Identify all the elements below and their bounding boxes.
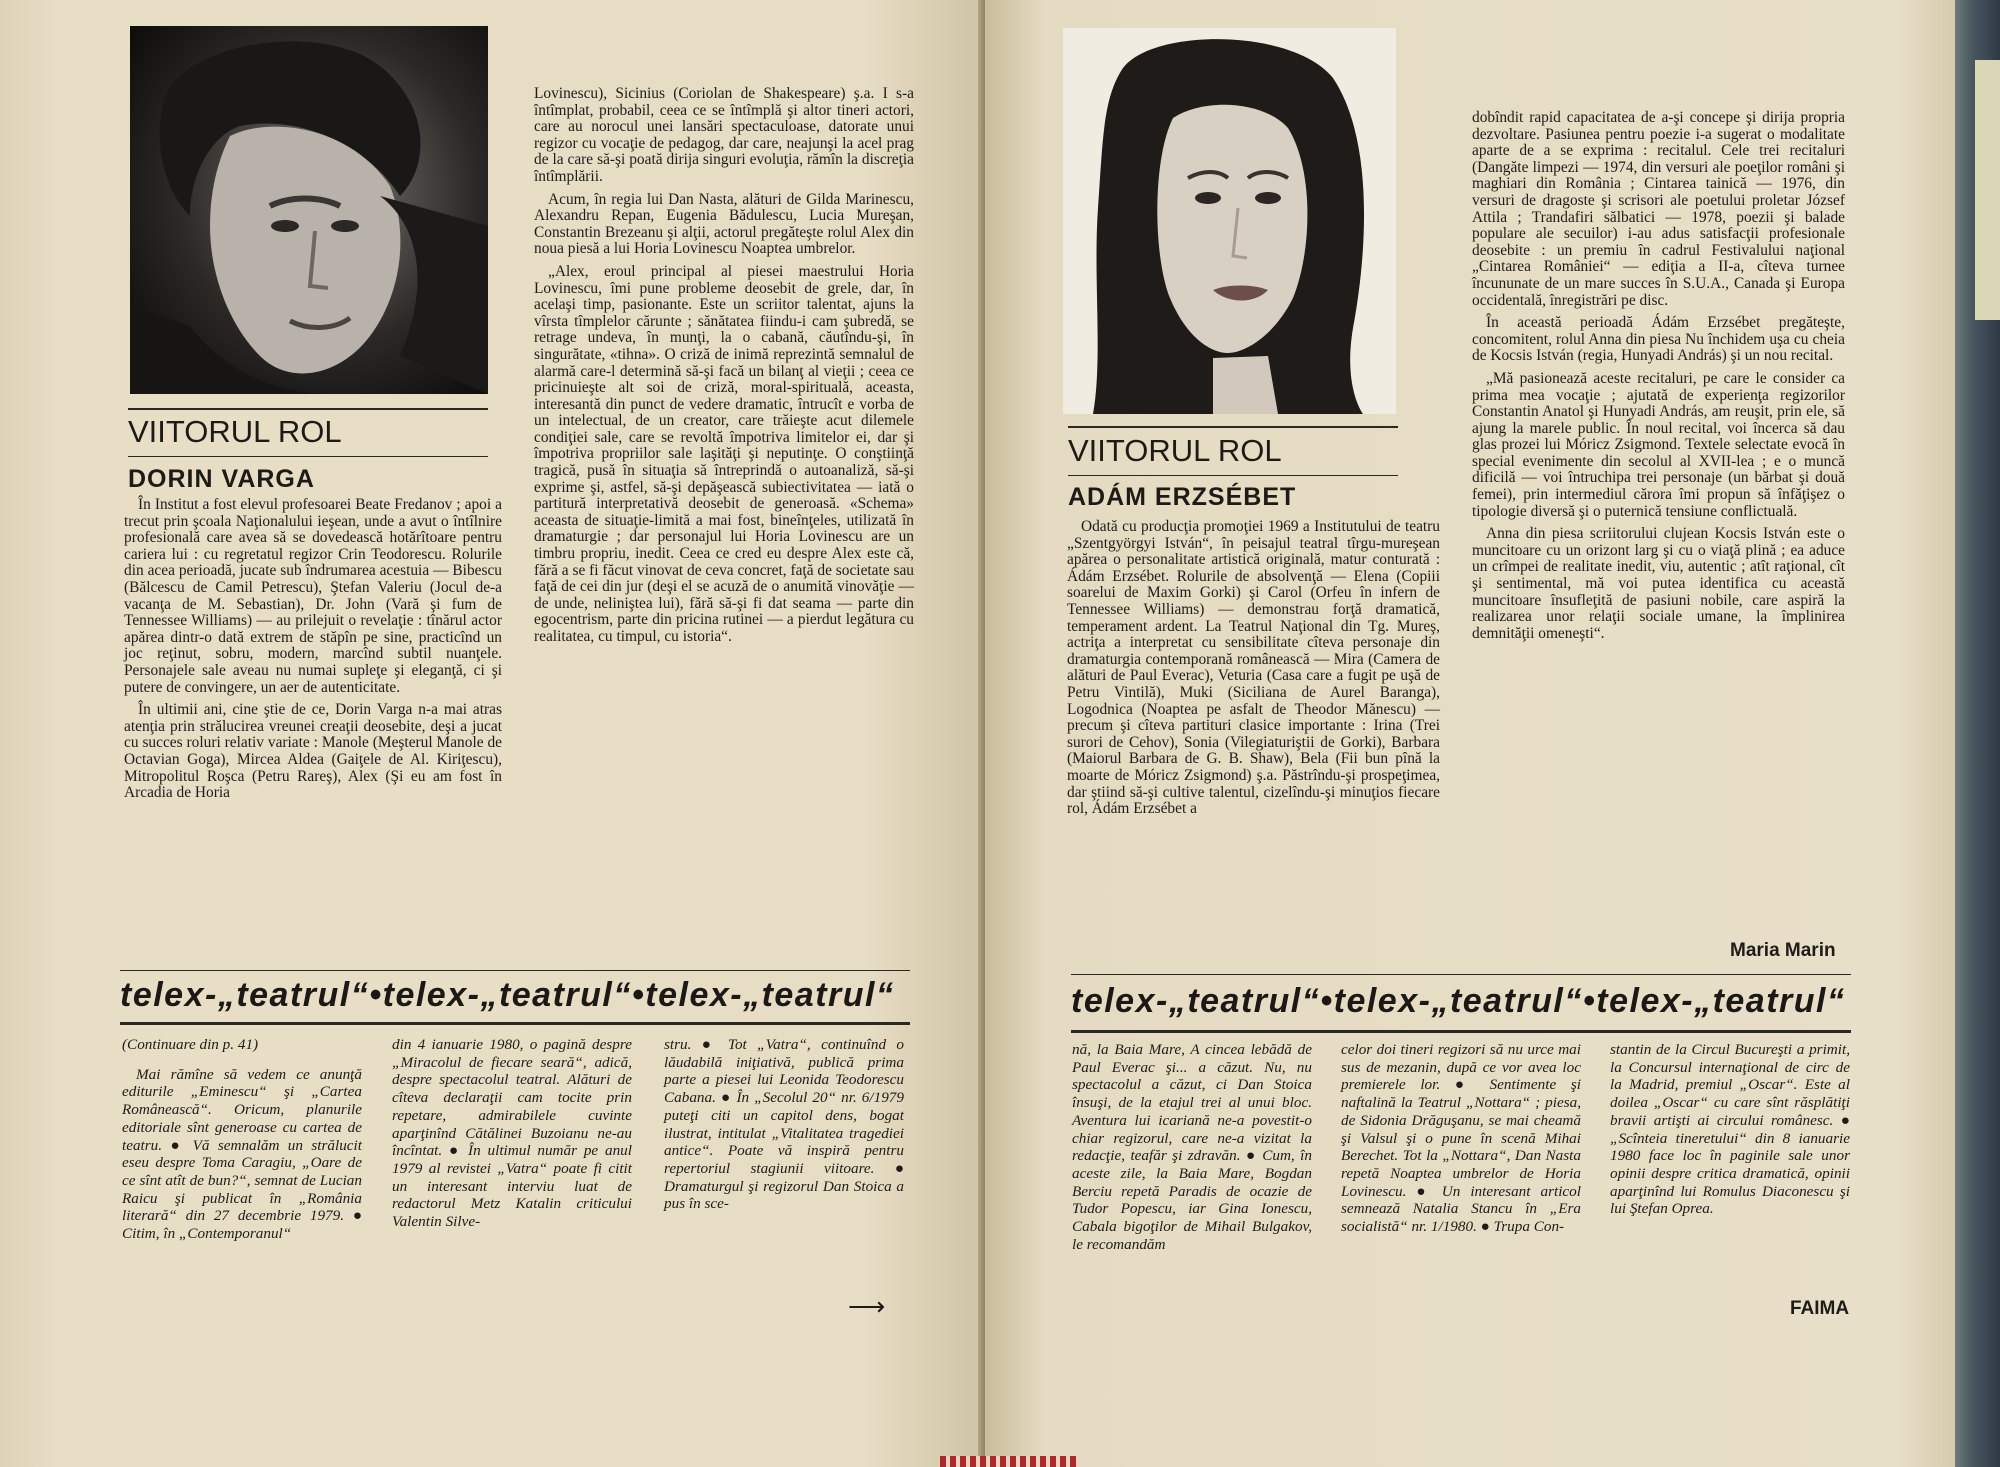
article-column-1: [1067, 519, 1440, 824]
paragraph: Acum, în regia lui Dan Nasta, alături de Gilda Marinescu, Alexandru Repan, Eugenia Bădulescu, Lucia Mureşan, Constantin Brezeanu şi alţii, actorul pregăteşte rolul Alex din noua piesă a lui Horia Lovinescu Noaptea umbrelor.: [534, 190, 914, 258]
actress-name: ADÁM ERZSÉBET: [1068, 483, 1297, 511]
paragraph: Lovinescu), Sicinius (Coriolan de Shakespeare) ş.a. I s-a întîmplat, probabil, ceea ce se întîmplă şi altor tineri actori, care au norocul unei lansări spectaculoase, datorate unui regizor cu vocaţie de pedagog, dar care, neajunşi la acel prag de la care să-şi poată dirija singuri evoluţia, rămîn la discreţia întîmplării.: [534, 85, 914, 185]
telex-column-3: [1610, 1041, 1850, 1224]
page-edge-tab: [1975, 60, 2000, 320]
telex-paragraph: nă, la Baia Mare, A cincea lebădă de Paul Everac şi... a căzut. Nu, nu spectacolul a căzut, ci Dan Stoica însuşi, de la etajul trei al unui bloc. Aventura lui icariană ne-a povestit-o chiar regizorul, care ne-a vizitat la redacţie, teafăr şi zdravăn. ● Cum, în aceste zile, la Baia Mare, Bogdan Berciu repetă Paradis de ocazie de Tudor Popescu, iar Gina Ionescu, Cabala bigoţilor de Mihail Bulgakov, le recomandăm: [1072, 1041, 1312, 1253]
portrait-illustration-man: [130, 26, 488, 394]
binding-thread: [940, 1456, 1080, 1467]
article-column-2: [534, 86, 914, 652]
telex-column-2: [392, 1036, 632, 1237]
paragraph: dobîndit rapid capacitatea de a-şi concepe şi dirija propria dezvoltare. Pasiunea pentru poezie i-a sugerat o modalitate aparte de a se exprima : recitalul. Cele trei recitaluri (Dangăte limpezi — 1974, din versuri ale poeţilor români şi maghiari din România ; Cintarea tainică — 1976, din versuri de dragoste şi scrisori ale poetului proletar József Attila ; Trandafiri sălbatici — 1978, poezii şi balade populare ale secuilor) i-au adus satisfacţii profesionale deosebite : un premiu în cadrul Festivalului naţional „Cintarea României“ — ediţia a II-a, cîteva turnee încununate de un mare succes în S.U.A., Canada şi Europa occidentală, înregistrări pe disc.: [1472, 109, 1845, 309]
banner-top-rule: [1071, 974, 1851, 975]
telex-column-1: [1072, 1041, 1312, 1259]
banner-top-rule: [120, 970, 910, 971]
portrait-photo-adam-erzsebet: [1063, 28, 1396, 414]
paragraph: „Mă pasionează aceste recitaluri, pe care le consider ca prima mea vocaţie ; ajutată de experienţa regizorilor Constantin Anatol şi Hunyadi András, am reuşit, prin ele, să ajung la marele public. În noul recital, voi încerca să dau glas prozei lui Móricz Zsigmond. Textele selectate evocă în special evenimente din secolul al XVII-lea ; e o muncă dificilă — voi întruchipa trei personaje (un bărbat şi două femei), prin intermediul cărora îmi propun să înfăţişez o tipologie diversă şi o puternică tensiune conflictuală.: [1472, 369, 1845, 520]
paragraph: „Alex, eroul principal al piesei maestrului Horia Lovinescu, îmi pune probleme deosebit de grele, dar, în acelaşi timp, pasionante. Este un scriitor talentat, ajuns la vîrsta tîmplelor cărunte ; sănătatea fiindu-i cam şubredă, se retrage undeva, în munţi, la o cabană, căutîndu-şi, în singurătate, «tihna». O criză de inimă reprezintă semnalul de alarmă care-l determină să-şi facă un bilanţ al vieţii ; ceea ce pricinuieşte alt soi de criză, moral-spirituală, aceasta, interesantă din punct de vedere dramatic, întrucît e vorba de un intelectual, de un creator, care trăieşte acut dilemele condiţiei sale, care se revoltă împotriva limitelor ei, dar şi împotriva propriilor sale laşităţi şi neputinţe. O conştiinţă tragică, pusă în situaţia să întreprindă o autoanaliză, să-şi exprime şi, astfel, să-şi depăşească subiectivitatea — iată o partitură interpretativă deosebit de generoasă. «Schema» aceasta de situaţie-limită a mai fost, bineînţeles, utilizată în dramaturgie ; dar personajul lui Horia Lovinescu are un timbru propriu, inedit. Ceea ce cred eu despre Alex este că, fără a se fi făcut vinovat de ceva concret, faţă de societate sau faţă de cei din jur (deşi el se acuză de o anumită vinovăţie — de unde, neliniştea lui), fără să-şi fi dat seama — parte din egocentrism, parte din pricina rutinei — a pierdut legătura cu realitatea, cu timpul, cu istoria“.: [534, 262, 914, 645]
paragraph: În ultimii ani, cine ştie de ce, Dorin Varga n-a mai atras atenţia prin strălucirea vreunei creaţii deosebite, deşi a jucat cu succes roluri relativ variate : Manole (Meşterul Manole de Octavian Goga), Mircea Aldea (Gaiţele de Al. Kiriţescu), Mitropolitul Roşca (Petru Rareş), Alex (Şi eu am fost în Arcadia de Horia: [124, 701, 502, 802]
left-page: [0, 0, 985, 1467]
right-page: [985, 0, 1955, 1467]
banner-bottom-rule: [1071, 1030, 1851, 1033]
telex-intro: (Continuare din p. 41): [122, 1036, 259, 1053]
telex-banner: telex-„teatrul“•telex-„teatrul“•telex-„teatrul“: [120, 976, 895, 1014]
author-signature: Maria Marin: [1730, 940, 1836, 961]
kicker-title: VIITORUL ROL: [1068, 433, 1282, 468]
paragraph: În această perioadă Ádám Erzsébet pregăteşte, concomitent, rolul Anna din piesa Nu închidem uşa cu cheia de Kocsis István (regia, Hunyadi András) şi un nou recital.: [1472, 314, 1845, 365]
kicker-rule: [128, 408, 488, 410]
telex-paragraph: celor doi tineri regizori să nu urce mai sus de mezanin, după ce vor avea loc premierele lor. ● Sentimente şi naftalină la Teatrul „Nottara“ ; piesa, de Sidonia Drăguşanu, se mai cheamă şi Valsul şi o pune în scenă Mihai Berechet. Tot la „Nottara“, Dan Nasta repetă Noaptea umbrelor de Horia Lovinescu. ● Un interesant articol semnează Natalia Stancu în „Era socialistă“ nr. 1/1980. ● Trupa Con-: [1341, 1041, 1581, 1236]
article-column-2: [1472, 110, 1845, 648]
paragraph: Anna din piesa scriitorului clujean Kocsis István este o muncitoare cu un orizont larg şi cu o viaţă plină ; ea aduce un crîmpei de realitate inedit, viu, autentic ; atît raţional, cît şi sentimental, mă voi putea identifica cu această muncitoare însufleţită de pasiuni nobile, care aspiră la realizarea unor relaţii sociale umane, la împlinirea demnităţii omeneşti“.: [1472, 525, 1845, 642]
portrait-illustration-woman: [1063, 28, 1396, 414]
kicker-title: VIITORUL ROL: [128, 414, 342, 449]
kicker-rule: [1068, 426, 1398, 428]
telex-signature: FAIMA: [1790, 1298, 1850, 1319]
article-column-1: [124, 497, 502, 808]
telex-paragraph: Mai rămîne să vedem ce anunţă editurile „Eminescu“ şi „Cartea Românească“. Oricum, planurile editoriale sînt generoase cu cartea de teatru. ● Vă semnalăm un strălucit eseu despre Toma Caragiu, „Oare de ce sînt atît de bun?“, semnat de Lucian Raicu şi publicat în „România literară“ din 27 decembrie 1979. ● Citim, în „Contemporanul“: [122, 1065, 362, 1243]
kicker-underline: [128, 456, 488, 457]
telex-paragraph: din 4 ianuarie 1980, o pagină despre „Miracolul de fiecare seară“, adică, despre spectacolul teatral. Alături de cîteva declaraţii cam tocite prin repetare, admirabilele cuvinte aparţinînd Cătălinei Buzoianu ne-au încîntat. ● În ultimul număr pe anul 1979 al revistei „Vatra“ poate fi citit un interesant interviu luat de redactorul Metz Katalin criticului Valentin Silve-: [392, 1036, 632, 1231]
telex-paragraph: stantin de la Circul Bucureşti a primit, la Concursul internaţional de circ de la Madrid, premiul „Oscar“. Este al doilea „Oscar“ cu care sînt răsplătiţi bravii artişti ai circului românesc. ● „Scînteia tineretului“ din 8 ianuarie 1980 face loc în paginile sale unor opinii despre critica dramatică, opinii aparţinînd lui Romulus Diaconescu şi lui Ştefan Oprea.: [1610, 1041, 1850, 1218]
paragraph: În Institut a fost elevul profesoarei Beate Fredanov ; apoi a trecut prin şcoala Naţionalului ieşean, unde a avut o întîlnire profesională care avea să se dovedească hotărîtoare pentru cariera lui : cu regretatul regizor Crin Teodorescu. Rolurile din acea perioadă, jucate sub îndrumarea acestuia — Bibescu (Bălcescu de Camil Petrescu), Ştefan Valeriu (Jocul de-a vacanţa de M. Sebastian), Dr. John (Vară şi fum de Tennessee Williams) — au prilejuit o revelaţie : tînărul actor apărea dintr-o dată extrem de stăpîn pe sine, practicînd un joc reţinut, sobru, modern, marcînd subtil nuanţele. Personajele sale aveau nu numai supleţe şi eleganţă, ci şi putere de convingere, un aer de autenticitate.: [124, 496, 502, 696]
paragraph: Odată cu producţia promoţiei 1969 a Institutului de teatru „Szentgyörgyi István“, în peisajul teatral tîrgu-mureşean apărea o personalitate artistică originală, matur conturată : Ádám Erzsébet. Rolurile de absolvenţă — Elena (Copiii soarelui de Maxim Gorki) şi Carol (Orfeu în infern de Tennessee Williams) — demonstrau forţă dramatică, temperament ardent. La Teatrul Naţional din Tg. Mureş, actriţa a interpretat cu sensibilitate cîteva personaje din dramaturgia contemporană românească — Mira (Camera de alături de Paul Everac), Veturia (Casa care a fugit pe uşă de Petru Vintilă), Muki (Siciliana de Aurel Baranga), Logodnica (Noaptea pe asfalt de Theodor Mănescu) — precum şi cîteva partituri clasice importante : Irina (Trei surori de Cehov), Sonia (Vilegiaturiştii de Gorki), Barbara (Maiorul Barbara de G. B. Shaw), Bela (Fii bun pînă la moarte de Móricz Zsigmond) ş.a. Păstrîndu-şi prospeţimea, dar ştiind să-şi cultive talentul, cizelîndu-şi minuţios fiecare rol, Ádám Erzsébet a: [1067, 518, 1440, 818]
kicker-underline: [1068, 475, 1398, 476]
telex-column-2: [1341, 1041, 1581, 1242]
banner-bottom-rule: [120, 1022, 910, 1025]
continue-arrow-icon: ⟶: [848, 1292, 886, 1321]
telex-column-3: [664, 1036, 904, 1219]
telex-paragraph: stru. ● Tot „Vatra“, continuînd o lăudabilă iniţiativă, publică prima parte a piesei lui Leonida Teodorescu Cabana. ● În „Secolul 20“ nr. 6/1979 puteţi citi un capitol dens, bogat ilustrat, intitulat „Vitalitatea tragediei antice“. Poate vă inspiră pentru repertoriul stagiunii viitoare. ● Dramaturgul şi regizorul Dan Stoica a pus în sce-: [664, 1036, 904, 1213]
portrait-photo-dorin-varga: [130, 26, 488, 394]
actor-name: DORIN VARGA: [128, 465, 315, 493]
telex-column-1: [122, 1036, 362, 1249]
telex-banner: telex-„teatrul“•telex-„teatrul“•telex-„teatrul“: [1071, 982, 1846, 1020]
